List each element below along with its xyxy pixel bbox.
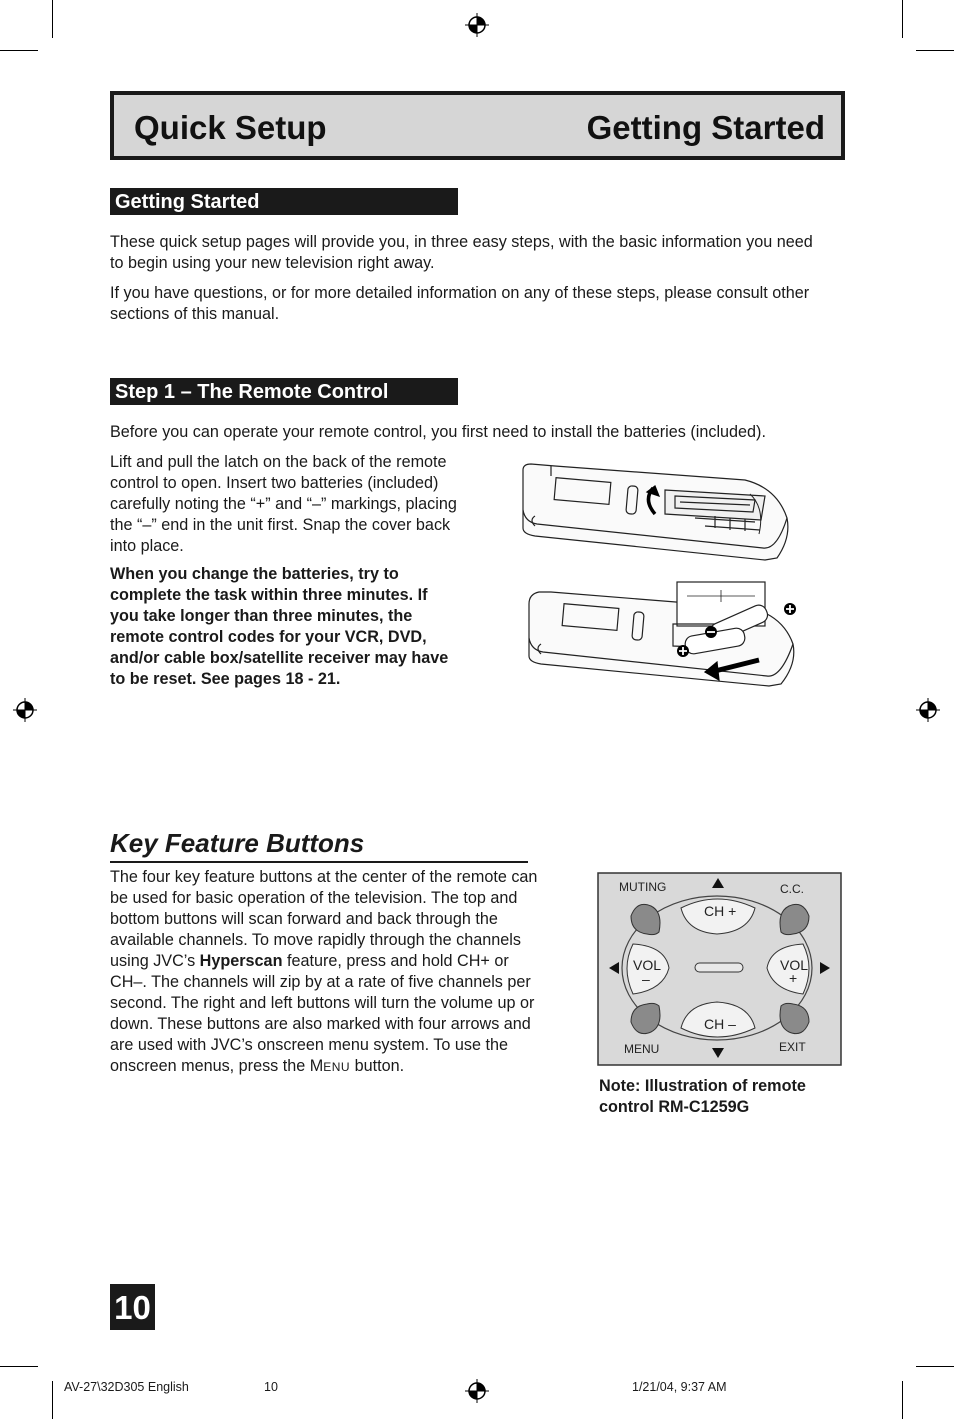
getting-started-para2: If you have questions, or for more detailed information on any of these steps, please consult other sections of this manual. — [110, 284, 810, 323]
header-left-title: Quick Setup — [134, 109, 327, 146]
menu-word-rest: ENU — [323, 1060, 351, 1074]
getting-started-heading: Getting Started — [110, 188, 458, 215]
cc-label: C.C. — [780, 882, 804, 896]
menu-word-first: M — [309, 1057, 324, 1075]
vol-left-label: VOL — [633, 957, 662, 973]
key-feature-text-part1: The four key feature buttons at the center of the remote can be used for basic operation of the television. The top and bottom buttons will scan forward and back through the available channels. To move rapidly through the channels using JVC’s — [110, 868, 538, 970]
step1-instructions: Lift and pull the latch on the back of the remote control to open. Insert two batteries (included) carefully noting the “+” and “–” markings, placing the “–” end in the unit first. Snap the cover back into place. — [110, 453, 457, 555]
hyperscan-term: Hyperscan — [199, 952, 283, 970]
page-number: 10 — [110, 1284, 155, 1330]
remote-batteries-drawing — [529, 582, 794, 686]
vol-left-sign: – — [642, 971, 650, 987]
registration-mark-icon — [465, 13, 489, 37]
page-header — [110, 91, 845, 160]
footer-timestamp: 1/21/04, 9:37 AM — [632, 1380, 727, 1394]
step1-warning: When you change the batteries, try to complete the task within three minutes. If you take longer than three minutes, the remote control codes for your VCR, DVD, and/or cable box/satellite receiver may have to be reset. See pages 18 - 21. — [110, 565, 449, 688]
crop-mark — [0, 1366, 38, 1367]
ch-plus-label: CH + — [704, 903, 737, 919]
key-feature-heading: Key Feature Buttons — [110, 828, 528, 863]
registration-mark-icon — [13, 698, 37, 722]
step1-intro: Before you can operate your remote control, you first need to install the batteries (included). — [110, 423, 766, 441]
crop-mark — [52, 0, 53, 38]
registration-mark-icon — [465, 1379, 489, 1403]
ch-minus-label: CH – — [704, 1016, 736, 1032]
remote-key-diagram — [597, 872, 842, 1066]
remote-battery-illustration — [515, 458, 805, 693]
registration-mark-icon — [916, 698, 940, 722]
crop-mark — [52, 1381, 53, 1419]
getting-started-para1: These quick setup pages will provide you, in three easy steps, with the basic information you need to begin using your new television right away. — [110, 233, 813, 272]
crop-mark — [902, 1381, 903, 1419]
key-feature-text-end: button. — [350, 1057, 405, 1075]
exit-label: EXIT — [779, 1040, 806, 1054]
muting-label: MUTING — [619, 880, 667, 894]
vol-right-label: VOL — [780, 957, 809, 973]
menu-label: MENU — [624, 1042, 660, 1056]
crop-mark — [916, 1366, 954, 1367]
footer-page: 10 — [264, 1380, 278, 1394]
remote-cover-open-drawing — [523, 464, 788, 560]
key-feature-text-part2: feature, press and hold CH+ or CH–. The channels will zip by at a rate of five channels per second. The right and left buttons will turn the volume up or down. These buttons are also marked with four arrows and are used with JVC’s onscreen menu system. To use the onscreen menus, press the — [110, 952, 535, 1075]
diagram-note: Note: Illustration of remote control RM-C1259G — [599, 1077, 806, 1116]
key-feature-text — [110, 867, 538, 1078]
crop-mark — [916, 50, 954, 51]
footer-file: AV-27\32D305 English — [64, 1380, 189, 1394]
center-button[interactable] — [695, 963, 743, 972]
step1-heading: Step 1 – The Remote Control — [110, 378, 458, 405]
crop-mark — [0, 50, 38, 51]
crop-mark — [902, 0, 903, 38]
header-right-title: Getting Started — [586, 109, 825, 146]
vol-right-sign: + — [789, 970, 798, 986]
